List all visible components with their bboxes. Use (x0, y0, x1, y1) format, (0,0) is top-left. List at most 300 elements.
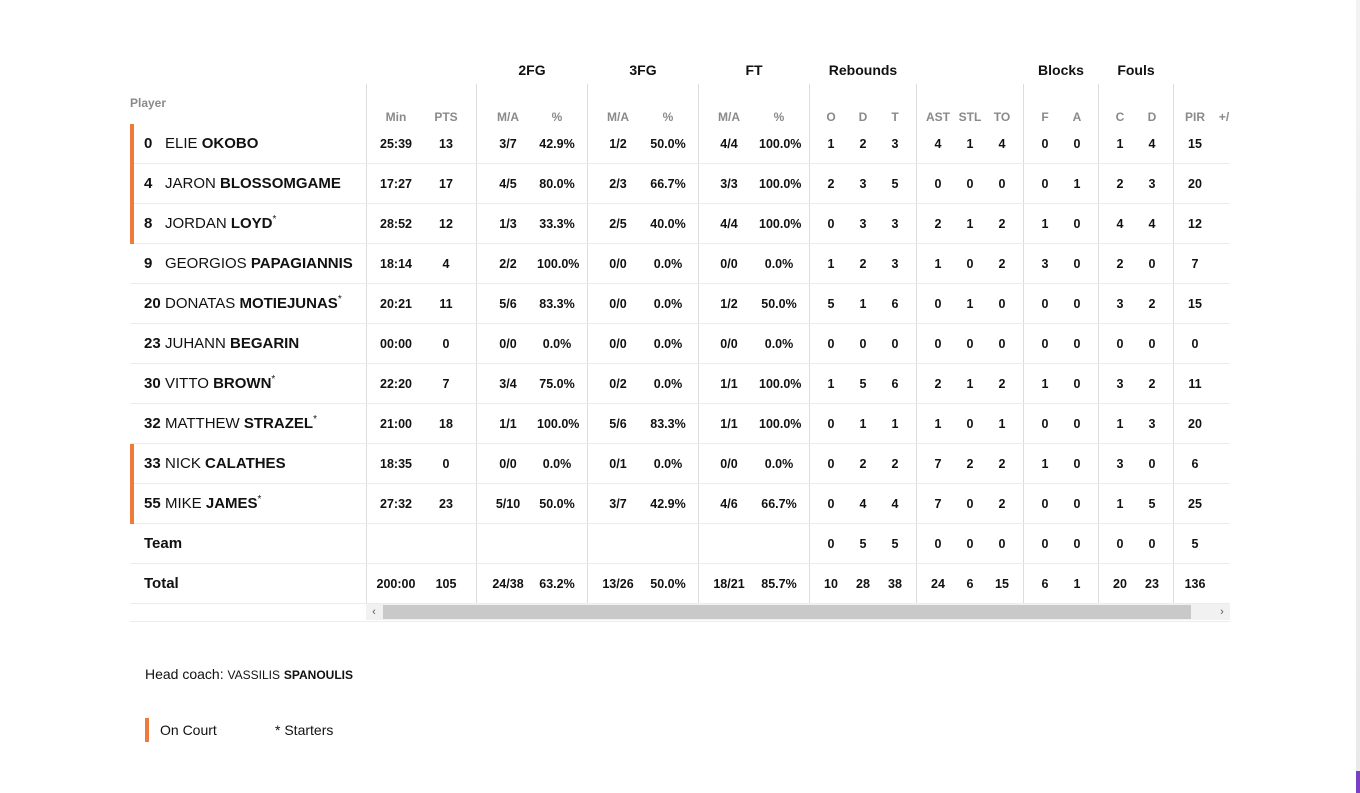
stat-cell (426, 524, 466, 564)
player-row[interactable] (130, 164, 366, 204)
stat-cell (1204, 124, 1230, 164)
starter-marker: * (337, 294, 342, 305)
stat-cell: 0/0 (609, 257, 627, 271)
stat-cell: 4 (859, 497, 867, 511)
stat-cell: 1 (1116, 417, 1124, 431)
stat-cell: 3 (1148, 177, 1156, 191)
stat-cell: 2 (934, 377, 942, 391)
stat-cell: 1 (1073, 177, 1081, 191)
player-column-header: Player (130, 96, 167, 110)
player-row[interactable] (130, 204, 366, 244)
player-row[interactable] (130, 124, 366, 164)
starter-marker: * (257, 494, 262, 505)
stat-cell: 7 (934, 457, 942, 471)
stat-cell: 1 (998, 417, 1006, 431)
stat-cell: 12 (1188, 217, 1202, 231)
stat-cell: 7 (1191, 257, 1199, 271)
player-number: 20 (144, 295, 161, 312)
player-last-name: BEGARIN (230, 335, 300, 352)
stat-cell: 0 (827, 217, 835, 231)
player-first-name: VITTO (165, 375, 209, 392)
stat-cell (1204, 324, 1230, 364)
stat-cell: 2 (859, 257, 867, 271)
stat-cell: 0.0% (653, 457, 683, 471)
column-header[interactable]: O (826, 110, 836, 124)
head-coach-label: Head coach: (145, 666, 224, 682)
stat-cell: 0.0% (764, 457, 794, 471)
stat-cell: 136 (1184, 577, 1206, 591)
stat-cell: 20 (1113, 577, 1127, 591)
stat-cell: 0/0 (499, 337, 517, 351)
stat-cell: 4/5 (499, 177, 517, 191)
player-first-name: ELIE (165, 135, 198, 152)
stat-cell: 0 (1073, 137, 1081, 151)
stat-cell: 18:14 (380, 257, 412, 271)
stat-cell: 1 (934, 417, 942, 431)
on-court-indicator (130, 164, 134, 204)
stat-cell: 12 (439, 217, 453, 231)
player-number: 30 (144, 375, 161, 392)
stat-cell: 25 (1188, 497, 1202, 511)
stat-cell: 0 (1073, 337, 1081, 351)
stat-cell: 100.0% (537, 417, 580, 431)
stat-cell: 1 (966, 377, 974, 391)
stat-cell: 1/1 (720, 417, 738, 431)
stat-cell: 50.0% (650, 577, 686, 591)
scrollbar-thumb[interactable] (383, 605, 1191, 619)
stat-cell: 0 (1041, 497, 1049, 511)
stat-cell: 0/0 (609, 337, 627, 351)
player-last-name: CALATHES (205, 455, 286, 472)
stat-cell: 5 (891, 177, 899, 191)
stat-cell: 0 (1116, 337, 1124, 351)
stat-cell: 23 (439, 497, 453, 511)
column-header[interactable]: PTS (434, 110, 458, 124)
stat-cell: 4 (891, 497, 899, 511)
stat-cell: 0 (998, 337, 1006, 351)
stat-cell: 105 (435, 577, 457, 591)
stat-cell: 0 (1148, 457, 1156, 471)
player-stats-row (366, 404, 1230, 444)
stat-cell: 20 (1188, 417, 1202, 431)
stat-cell: 1 (1073, 577, 1081, 591)
stat-cell: 0 (966, 337, 974, 351)
stat-cell: 3 (859, 217, 867, 231)
stat-cell: 2 (859, 137, 867, 151)
stat-cell: 2 (998, 497, 1006, 511)
stat-cell: 1/1 (499, 417, 517, 431)
starter-marker: * (313, 414, 317, 425)
column-header[interactable]: TO (993, 110, 1011, 124)
on-court-indicator (130, 444, 134, 484)
stat-cell: 3 (891, 137, 899, 151)
player-row[interactable] (130, 284, 366, 324)
stat-cell: 3 (859, 177, 867, 191)
stat-cell: 2 (891, 457, 899, 471)
stat-cell: 0/2 (609, 377, 627, 391)
stat-cell: 3 (891, 217, 899, 231)
stat-cell: 4 (442, 257, 450, 271)
column-header[interactable]: F (1041, 110, 1049, 124)
player-stats-row (366, 204, 1230, 244)
stat-cell: 0.0% (653, 297, 683, 311)
player-number: 23 (144, 335, 161, 352)
stat-cell: 1/2 (720, 297, 738, 311)
stat-cell (1204, 164, 1230, 204)
column-group-rebounds: Rebounds (828, 62, 898, 78)
stat-cell: 0 (1148, 337, 1156, 351)
stat-cell: 1 (859, 297, 867, 311)
column-header[interactable]: M/A (718, 110, 740, 124)
stat-cell: 5 (859, 377, 867, 391)
stat-cell: 6 (966, 577, 974, 591)
stat-cell: 0 (1041, 297, 1049, 311)
stat-cell (488, 524, 528, 564)
column-header[interactable]: A (1072, 110, 1082, 124)
stat-cell: 0.0% (653, 377, 683, 391)
stat-cell: 5 (1191, 537, 1199, 551)
stat-cell: 3 (1116, 297, 1124, 311)
player-last-name: JAMES (205, 495, 258, 512)
window-edge-accent (1356, 771, 1360, 793)
stat-cell: 0 (966, 257, 974, 271)
player-number: 9 (144, 255, 153, 272)
stat-cell: 18:35 (380, 457, 412, 471)
player-stats-row (366, 444, 1230, 484)
stat-cell: 80.0% (539, 177, 575, 191)
stat-cell: 4/6 (720, 497, 738, 511)
column-header[interactable]: C (1115, 110, 1125, 124)
stat-cell: 4 (1148, 137, 1156, 151)
total-row (130, 564, 366, 604)
stat-cell (1204, 204, 1230, 244)
stat-cell: 28 (856, 577, 870, 591)
starter-marker: * (271, 374, 276, 385)
column-header[interactable]: +/ (1218, 110, 1230, 124)
stat-cell: 7 (442, 377, 450, 391)
stat-cell: 66.7% (761, 497, 797, 511)
stat-cell: 0 (442, 337, 450, 351)
stat-cell: 2/5 (609, 217, 627, 231)
stat-cell: 18/21 (713, 577, 745, 591)
column-group-2fg: 2FG (518, 62, 546, 78)
stat-cell: 0/0 (720, 257, 738, 271)
stat-cell: 0/0 (720, 337, 738, 351)
stat-cell: 1 (966, 297, 974, 311)
player-last-name: LOYD (230, 215, 273, 232)
stat-cell: 0 (891, 337, 899, 351)
column-header[interactable]: D (1147, 110, 1157, 124)
stat-cell: 13 (439, 137, 453, 151)
stat-cell (1204, 524, 1230, 564)
stat-cell: 2 (1116, 257, 1124, 271)
stat-cell: 100.0% (759, 137, 802, 151)
stat-cell: 11 (439, 297, 453, 311)
player-stats-row (366, 244, 1230, 284)
player-first-name: MIKE (165, 495, 202, 512)
stat-cell: 0 (1041, 177, 1049, 191)
player-stats-row (366, 484, 1230, 524)
column-header[interactable]: M/A (497, 110, 519, 124)
player-row[interactable] (130, 404, 366, 444)
stat-cell (1204, 364, 1230, 404)
stat-cell: 2 (998, 377, 1006, 391)
stat-cell: 40.0% (650, 217, 686, 231)
stat-cell: 0/0 (720, 457, 738, 471)
on-court-legend-swatch (145, 718, 149, 742)
stat-cell: 2 (934, 217, 942, 231)
player-row[interactable] (130, 324, 366, 364)
player-last-name: BLOSSOMGAME (220, 175, 341, 192)
stat-cell (1204, 284, 1230, 324)
stat-cell: 6 (891, 377, 899, 391)
stat-cell: 0 (827, 337, 835, 351)
stat-cell: 0.0% (653, 337, 683, 351)
on-court-indicator (130, 484, 134, 524)
player-last-name: OKOBO (201, 135, 259, 152)
stat-cell: 7 (934, 497, 942, 511)
stat-cell: 0 (827, 497, 835, 511)
stat-cell: 0 (1041, 537, 1049, 551)
stat-cell: 0 (934, 337, 942, 351)
column-header[interactable]: D (858, 110, 868, 124)
stat-cell: 24 (931, 577, 945, 591)
stat-cell: 0 (1148, 537, 1156, 551)
stat-cell: 0 (1073, 377, 1081, 391)
stat-cell: 0.0% (764, 337, 794, 351)
stat-cell: 0 (1073, 297, 1081, 311)
column-group-fouls: Fouls (1117, 62, 1155, 78)
stat-cell (709, 524, 749, 564)
stat-cell: 2 (1148, 377, 1156, 391)
player-name[interactable] (165, 135, 258, 152)
stat-cell: 3/7 (499, 137, 517, 151)
column-header[interactable]: T (891, 110, 899, 124)
stat-cell: 25:39 (380, 137, 412, 151)
stat-cell: 0 (966, 537, 974, 551)
stat-cell: 22:20 (380, 377, 412, 391)
stat-cell: 1 (1041, 457, 1049, 471)
player-row[interactable] (130, 364, 366, 404)
stat-cell: 11 (1188, 377, 1202, 391)
stat-cell: 20 (1188, 177, 1202, 191)
column-header[interactable]: % (773, 110, 785, 124)
player-stats-row (366, 284, 1230, 324)
player-first-name: JUHANN (165, 335, 226, 352)
player-first-name: MATTHEW (165, 415, 240, 432)
stat-cell: 0.0% (764, 257, 794, 271)
team-row-label: Team (144, 535, 183, 552)
stat-cell: 3 (1148, 417, 1156, 431)
stat-cell: 3/4 (499, 377, 517, 391)
stat-cell: 17 (439, 177, 453, 191)
player-first-name: JARON (165, 175, 216, 192)
player-stats-row (366, 364, 1230, 404)
stat-cell: 1 (1041, 377, 1049, 391)
player-name[interactable] (165, 215, 276, 232)
stat-cell (376, 524, 416, 564)
stat-cell: 0 (1073, 537, 1081, 551)
stat-cell: 200:00 (376, 577, 416, 591)
stat-cell: 3/7 (609, 497, 627, 511)
stat-cell: 100.0% (759, 417, 802, 431)
player-name[interactable] (165, 375, 275, 392)
stat-cell: 50.0% (650, 137, 686, 151)
table-bottom-divider (130, 621, 1230, 622)
stat-cell: 0 (1041, 337, 1049, 351)
player-number: 8 (144, 215, 153, 232)
stat-cell: 0 (966, 177, 974, 191)
stat-cell: 5 (827, 297, 835, 311)
stat-cell: 5 (859, 537, 867, 551)
stat-cell: 4 (998, 137, 1006, 151)
scroll-right-arrow-icon[interactable]: › (1220, 606, 1224, 618)
column-header[interactable]: % (662, 110, 674, 124)
column-group-3fg: 3FG (629, 62, 657, 78)
starter-marker: * (272, 214, 277, 225)
stat-cell: 0 (1116, 537, 1124, 551)
stat-cell: 1/1 (720, 377, 738, 391)
player-stats-row (366, 324, 1230, 364)
stat-cell: 2/3 (609, 177, 627, 191)
total-row-label: Total (144, 575, 179, 592)
stat-cell: 100.0% (759, 177, 802, 191)
stat-cell: 5 (891, 537, 899, 551)
stat-cell: 0 (1073, 457, 1081, 471)
head-coach-first-name: VASSILIS (227, 668, 280, 682)
stat-cell: 0 (934, 177, 942, 191)
stat-cell: 0 (1148, 257, 1156, 271)
team-row-stats (366, 524, 1230, 564)
player-name[interactable] (165, 415, 317, 432)
player-name[interactable] (165, 255, 353, 272)
stat-cell: 0 (998, 537, 1006, 551)
column-header[interactable]: STL (958, 110, 982, 124)
stat-cell: 1 (827, 377, 835, 391)
stat-cell: 0 (998, 297, 1006, 311)
on-court-indicator (130, 124, 134, 164)
stat-cell: 15 (995, 577, 1009, 591)
player-name[interactable] (165, 295, 342, 312)
stat-cell: 0/1 (609, 457, 627, 471)
stat-cell: 17:27 (380, 177, 412, 191)
stat-cell: 23 (1145, 577, 1159, 591)
player-row[interactable] (130, 244, 366, 284)
stat-cell: 0/0 (499, 457, 517, 471)
stat-cell: 2 (1148, 297, 1156, 311)
player-name[interactable] (165, 455, 286, 472)
stat-cell: 4 (1148, 217, 1156, 231)
stat-cell (1204, 404, 1230, 444)
stat-cell: 5 (1148, 497, 1156, 511)
stat-cell: 20:21 (380, 297, 412, 311)
head-coach (145, 666, 353, 682)
player-first-name: JORDAN (165, 215, 227, 232)
stat-cell (759, 524, 799, 564)
stat-cell: 5/6 (499, 297, 517, 311)
stat-cell: 83.3% (650, 417, 686, 431)
column-header[interactable]: AST (926, 110, 950, 124)
stat-cell: 1 (1116, 497, 1124, 511)
column-group-ft: FT (745, 62, 763, 78)
stat-cell: 2 (827, 177, 835, 191)
stat-cell: 83.3% (539, 297, 575, 311)
stat-cell: 1 (1041, 217, 1049, 231)
horizontal-scrollbar[interactable] (366, 604, 1230, 620)
stats-table[interactable] (366, 0, 1230, 625)
stat-cell: 3/3 (720, 177, 738, 191)
column-header[interactable]: % (551, 110, 563, 124)
stat-cell: 0.0% (653, 257, 683, 271)
stat-cell: 5/6 (609, 417, 627, 431)
stat-cell: 1 (827, 257, 835, 271)
stat-cell: 1/2 (609, 137, 627, 151)
stat-cell: 4/4 (720, 137, 738, 151)
stat-cell: 2 (966, 457, 974, 471)
on-court-legend-label: On Court (160, 722, 217, 738)
stat-cell: 1 (934, 257, 942, 271)
stat-cell: 5/10 (495, 497, 521, 511)
stat-cell: 63.2% (539, 577, 575, 591)
player-last-name: STRAZEL (243, 415, 314, 432)
stat-cell: 0 (827, 537, 835, 551)
stat-cell: 13/26 (602, 577, 634, 591)
stat-cell: 2 (859, 457, 867, 471)
stat-cell (648, 524, 688, 564)
player-row[interactable] (130, 484, 366, 524)
stat-cell: 50.0% (761, 297, 797, 311)
player-number: 55 (144, 495, 161, 512)
stat-cell: 42.9% (650, 497, 686, 511)
stat-cell: 0 (1073, 497, 1081, 511)
player-number: 0 (144, 135, 153, 152)
stat-cell: 100.0% (759, 217, 802, 231)
stat-cell: 75.0% (539, 377, 575, 391)
starters-legend-label: * Starters (275, 722, 334, 738)
column-header[interactable]: Min (385, 110, 407, 124)
scroll-left-arrow-icon[interactable]: ‹ (372, 606, 376, 618)
player-number: 4 (144, 175, 153, 192)
stat-cell: 33.3% (539, 217, 575, 231)
stat-cell: 21:00 (380, 417, 412, 431)
stat-cell: 0 (859, 337, 867, 351)
column-header[interactable]: PIR (1184, 110, 1205, 124)
stat-cell: 4/4 (720, 217, 738, 231)
player-name[interactable] (165, 335, 299, 352)
column-header[interactable]: M/A (607, 110, 629, 124)
stat-cell: 4 (1116, 217, 1124, 231)
player-first-name: GEORGIOS (165, 255, 247, 272)
stat-cell: 1 (891, 417, 899, 431)
stat-cell: 100.0% (759, 377, 802, 391)
player-name[interactable] (165, 495, 261, 512)
stat-cell: 0 (827, 417, 835, 431)
stat-cell: 100.0% (537, 257, 580, 271)
player-row[interactable] (130, 444, 366, 484)
total-row-stats (366, 564, 1230, 604)
stat-cell: 28:52 (380, 217, 412, 231)
player-name[interactable] (165, 175, 341, 192)
stat-cell: 6 (891, 297, 899, 311)
stat-cell: 0/0 (609, 297, 627, 311)
stat-cell: 2/2 (499, 257, 517, 271)
stat-cell: 10 (824, 577, 838, 591)
player-stats-row (366, 124, 1230, 164)
stat-cell: 0 (1191, 337, 1199, 351)
column-group-blocks: Blocks (1038, 62, 1084, 78)
on-court-indicator (130, 204, 134, 244)
stat-cell: 1/3 (499, 217, 517, 231)
